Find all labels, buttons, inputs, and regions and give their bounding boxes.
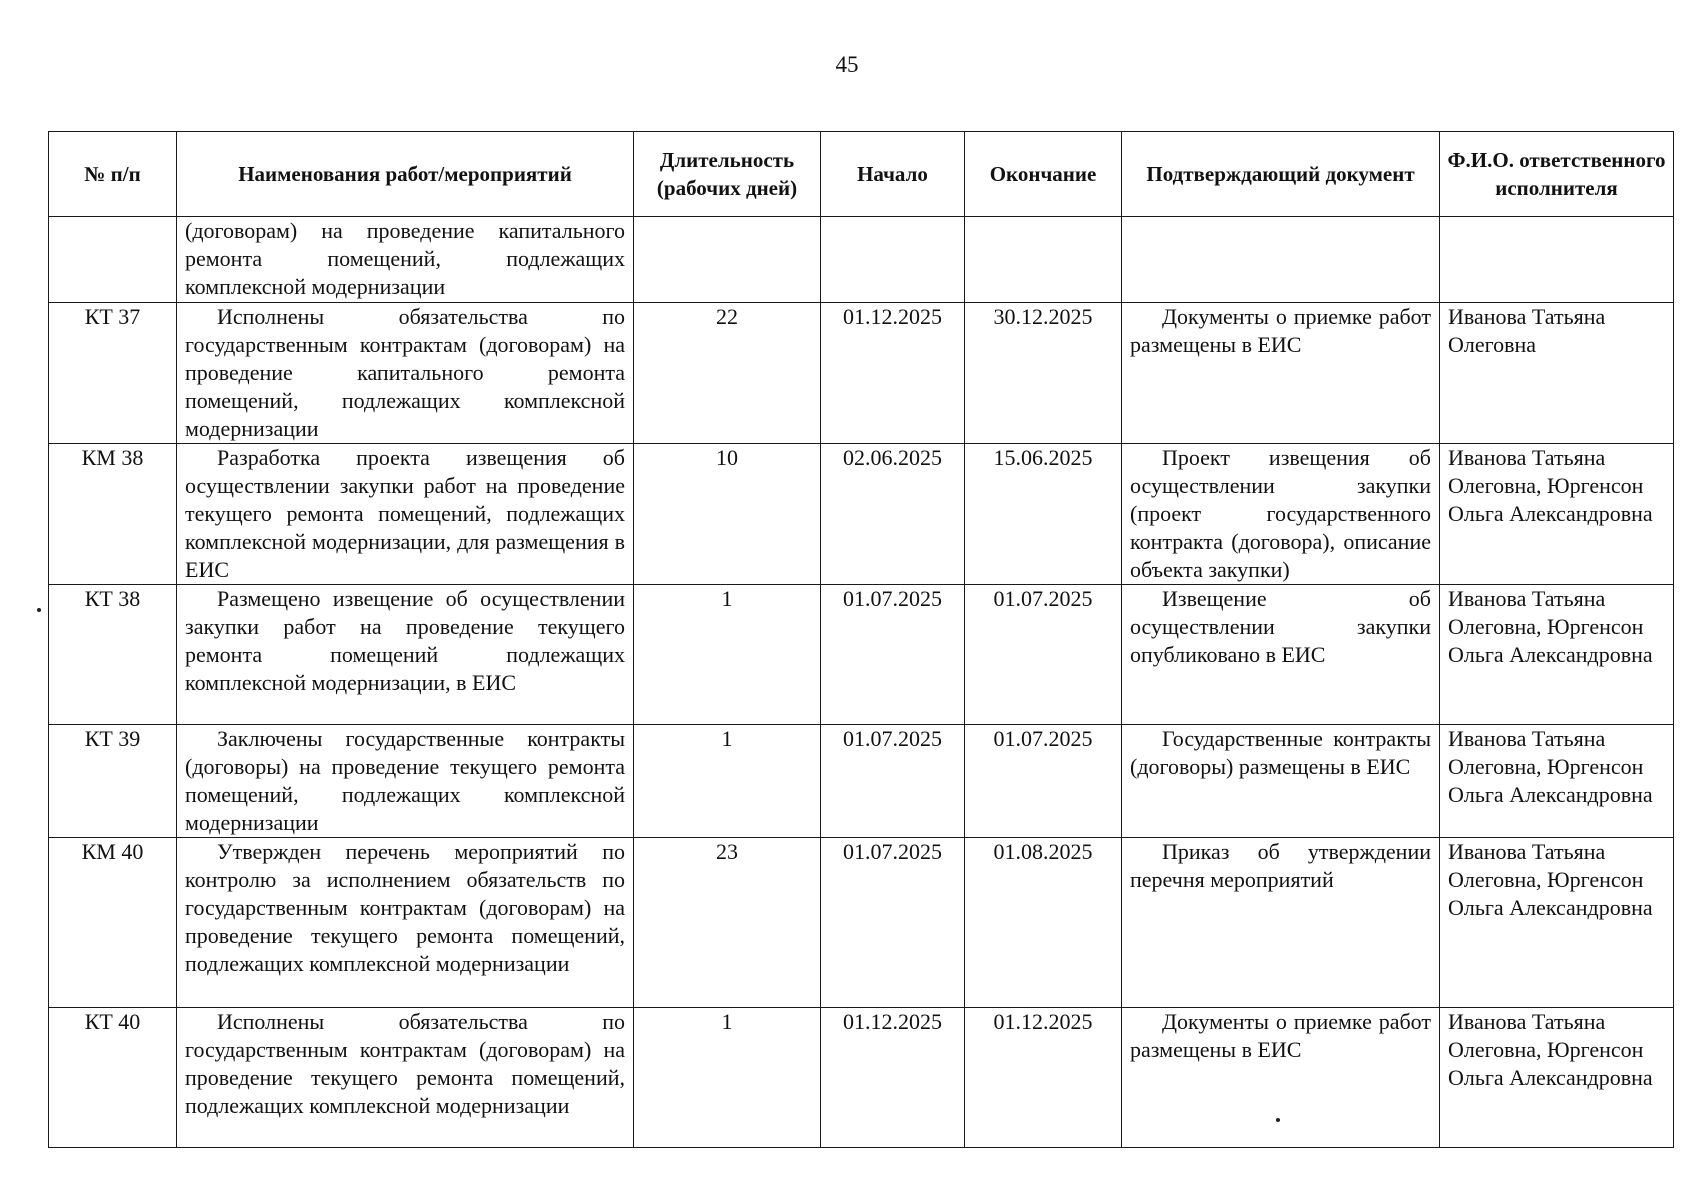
cell-person-text: Иванова Татьяна Олеговна, Юргенсон Ольга Александровна xyxy=(1448,839,1653,920)
cell-document xyxy=(1122,725,1440,838)
cell-name-text: Утвержден перечень мероприятий по контролю за исполнением обязательств по государственным контрактам (договорам) на проведение текущего ремонта помещений, подлежащих комплексной модернизации xyxy=(185,839,625,976)
cell-start-text: 01.07.2025 xyxy=(843,586,942,611)
table-row xyxy=(49,303,1674,444)
cell-person xyxy=(1440,585,1674,725)
cell-num xyxy=(49,838,177,1008)
header-start: Начало xyxy=(821,132,965,217)
cell-num xyxy=(49,444,177,585)
cell-duration xyxy=(634,303,821,444)
cell-num-text: КТ 38 xyxy=(84,586,141,611)
cell-end xyxy=(965,217,1122,303)
cell-name xyxy=(177,444,634,585)
cell-duration xyxy=(634,838,821,1008)
cell-name xyxy=(177,1008,634,1148)
cell-name xyxy=(177,217,634,303)
table-row xyxy=(49,444,1674,585)
cell-name-text: Размещено извещение об осуществлении закупки работ на проведение текущего ремонта помещений подлежащих комплексной модернизации, в ЕИС xyxy=(185,586,625,695)
cell-document xyxy=(1122,585,1440,725)
cell-end xyxy=(965,444,1122,585)
cell-person-text: Иванова Татьяна Олеговна xyxy=(1448,304,1606,357)
cell-document-text: Государственные контракты (договоры) размещены в ЕИС xyxy=(1130,726,1431,779)
cell-start-text: 01.12.2025 xyxy=(843,304,942,329)
table-row xyxy=(49,1008,1674,1148)
cell-person xyxy=(1440,303,1674,444)
cell-num-text: КМ 38 xyxy=(81,445,144,470)
cell-duration-text: 23 xyxy=(716,839,738,864)
cell-end xyxy=(965,585,1122,725)
cell-duration-text: 1 xyxy=(721,1009,733,1034)
cell-person xyxy=(1440,217,1674,303)
cell-start xyxy=(821,585,965,725)
cell-start-text: 01.12.2025 xyxy=(843,1009,942,1034)
header-num: № п/п xyxy=(49,132,177,217)
cell-duration xyxy=(634,585,821,725)
table-row xyxy=(49,217,1674,303)
cell-end-text: 01.07.2025 xyxy=(993,726,1093,751)
cell-end-text: 01.12.2025 xyxy=(993,1009,1093,1034)
cell-num-text: КТ 40 xyxy=(84,1009,141,1034)
scan-speck xyxy=(1276,1118,1280,1122)
table-row xyxy=(49,725,1674,838)
cell-person xyxy=(1440,444,1674,585)
cell-person xyxy=(1440,725,1674,838)
table-row xyxy=(49,585,1674,725)
page-number: 45 xyxy=(835,52,859,77)
cell-num-text: КМ 40 xyxy=(81,839,144,864)
header-document: Подтверждающий документ xyxy=(1122,132,1440,217)
cell-start-text: 01.07.2025 xyxy=(843,726,942,751)
cell-end-text: 01.07.2025 xyxy=(993,586,1093,611)
cell-duration xyxy=(634,725,821,838)
cell-document xyxy=(1122,838,1440,1008)
cell-person xyxy=(1440,838,1674,1008)
header-end: Окончание xyxy=(965,132,1122,217)
cell-name-text: Исполнены обязательства по государственным контрактам (договорам) на проведение текущего ремонта помещений, подлежащих комплексной модернизации xyxy=(185,1009,625,1118)
cell-document-text: Проект извещения об осуществлении закупки (проект государственного контракта (договора), описание объекта закупки) xyxy=(1130,445,1431,582)
table-row xyxy=(49,838,1674,1008)
header-duration: Длительность (рабочих дней) xyxy=(634,132,821,217)
cell-end xyxy=(965,725,1122,838)
cell-num xyxy=(49,725,177,838)
cell-document xyxy=(1122,444,1440,585)
scan-speck xyxy=(37,608,41,612)
cell-name xyxy=(177,838,634,1008)
cell-name-text: Заключены государственные контракты (договоры) на проведение текущего ремонта помещений, подлежащих комплексной модернизации xyxy=(185,726,625,835)
cell-person-text: Иванова Татьяна Олеговна, Юргенсон Ольга Александровна xyxy=(1448,445,1653,526)
cell-document xyxy=(1122,303,1440,444)
cell-document xyxy=(1122,1008,1440,1148)
cell-num-text: КТ 39 xyxy=(84,726,141,751)
cell-document-text: Документы о приемке работ размещены в ЕИС xyxy=(1130,304,1431,357)
cell-person-text: Иванова Татьяна Олеговна, Юргенсон Ольга Александровна xyxy=(1448,1009,1653,1090)
cell-num xyxy=(49,1008,177,1148)
cell-num xyxy=(49,217,177,303)
cell-start xyxy=(821,1008,965,1148)
cell-document-text: Документы о приемке работ размещены в ЕИС xyxy=(1130,1009,1431,1062)
cell-end xyxy=(965,1008,1122,1148)
cell-duration xyxy=(634,217,821,303)
cell-end-text: 01.08.2025 xyxy=(993,839,1093,864)
cell-document-text: Приказ об утверждении перечня мероприятий xyxy=(1130,839,1431,892)
cell-name xyxy=(177,725,634,838)
cell-document xyxy=(1122,217,1440,303)
header-name: Наименования работ/мероприятий xyxy=(177,132,634,217)
cell-num-text: КТ 37 xyxy=(84,304,141,329)
cell-start xyxy=(821,303,965,444)
cell-person-text: Иванова Татьяна Олеговна, Юргенсон Ольга Александровна xyxy=(1448,586,1653,667)
cell-start xyxy=(821,444,965,585)
cell-end xyxy=(965,303,1122,444)
cell-person xyxy=(1440,1008,1674,1148)
cell-start-text: 02.06.2025 xyxy=(843,445,942,470)
cell-person-text: Иванова Татьяна Олеговна, Юргенсон Ольга Александровна xyxy=(1448,726,1653,807)
cell-name-text: (договорам) на проведение капитального ремонта помещений, подлежащих комплексной модернизации xyxy=(185,218,625,299)
cell-document-text: Извещение об осуществлении закупки опубликовано в ЕИС xyxy=(1130,586,1431,667)
cell-end-text: 15.06.2025 xyxy=(993,445,1093,470)
cell-name xyxy=(177,585,634,725)
cell-start xyxy=(821,217,965,303)
cell-start xyxy=(821,838,965,1008)
cell-duration xyxy=(634,1008,821,1148)
cell-duration xyxy=(634,444,821,585)
cell-name-text: Разработка проекта извещения об осуществлении закупки работ на проведение текущего ремонта помещений, подлежащих комплексной модернизации, для размещения в ЕИС xyxy=(185,445,625,582)
cell-name-text: Исполнены обязательства по государственным контрактам (договорам) на проведение капитального ремонта помещений, подлежащих комплексной модернизации xyxy=(185,304,625,441)
table-header-row xyxy=(49,132,1674,217)
cell-duration-text: 22 xyxy=(716,304,738,329)
work-plan-table xyxy=(48,131,1674,1148)
cell-start xyxy=(821,725,965,838)
header-person: Ф.И.О. ответственного исполнителя xyxy=(1440,132,1674,217)
cell-duration-text: 1 xyxy=(721,726,733,751)
cell-num xyxy=(49,585,177,725)
cell-end-text: 30.12.2025 xyxy=(993,304,1093,329)
cell-start-text: 01.07.2025 xyxy=(843,839,942,864)
cell-num xyxy=(49,303,177,444)
cell-duration-text: 1 xyxy=(721,586,733,611)
cell-end xyxy=(965,838,1122,1008)
cell-duration-text: 10 xyxy=(716,445,738,470)
cell-name xyxy=(177,303,634,444)
